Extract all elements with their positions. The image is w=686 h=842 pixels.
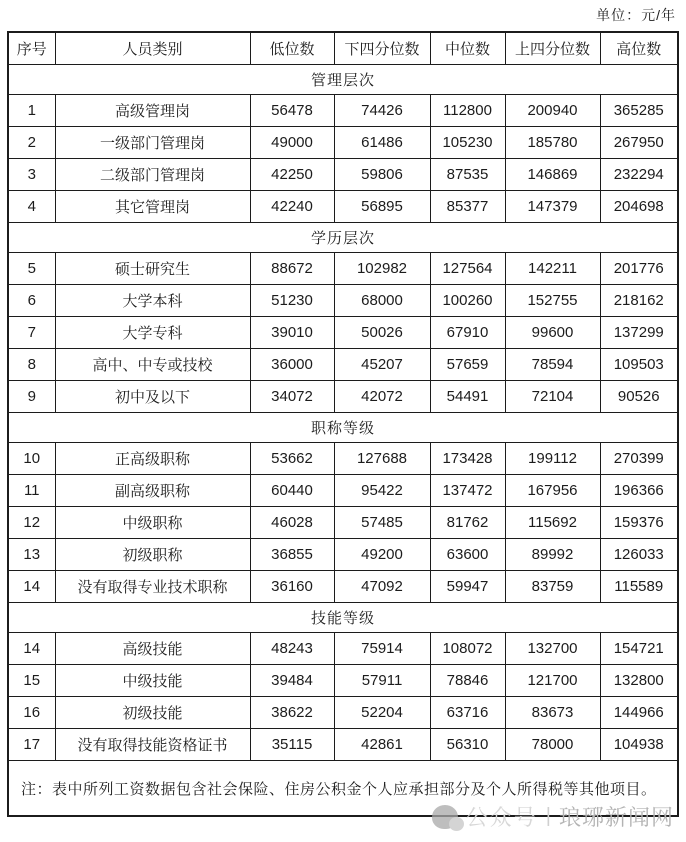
row-value-cell: 115692 bbox=[505, 507, 600, 539]
row-value-cell: 72104 bbox=[505, 381, 600, 413]
row-value-cell: 132700 bbox=[505, 633, 600, 665]
row-category-cell: 高中、中专或技校 bbox=[55, 349, 250, 381]
table-row bbox=[8, 697, 678, 729]
row-category-cell: 其它管理岗 bbox=[55, 191, 250, 223]
row-value-cell: 51230 bbox=[250, 285, 334, 317]
table-row bbox=[8, 191, 678, 223]
row-value-cell: 61486 bbox=[334, 127, 430, 159]
row-value-cell: 36000 bbox=[250, 349, 334, 381]
unit-label: 单位：元/年 bbox=[596, 7, 676, 23]
row-value-cell: 142211 bbox=[505, 253, 600, 285]
row-value-cell: 104938 bbox=[600, 729, 678, 761]
row-value-cell: 267950 bbox=[600, 127, 678, 159]
row-category-cell: 没有取得技能资格证书 bbox=[55, 729, 250, 761]
row-value-cell: 102982 bbox=[334, 253, 430, 285]
row-value-cell: 85377 bbox=[430, 191, 505, 223]
row-value-cell: 147379 bbox=[505, 191, 600, 223]
row-value-cell: 67910 bbox=[430, 317, 505, 349]
row-seq-cell: 5 bbox=[8, 253, 55, 285]
row-category-cell: 初级技能 bbox=[55, 697, 250, 729]
table-row bbox=[8, 253, 678, 285]
table-row bbox=[8, 571, 678, 603]
row-value-cell: 218162 bbox=[600, 285, 678, 317]
row-seq-cell: 16 bbox=[8, 697, 55, 729]
table-row bbox=[8, 507, 678, 539]
row-category-cell: 大学本科 bbox=[55, 285, 250, 317]
table-row bbox=[8, 665, 678, 697]
row-value-cell: 42240 bbox=[250, 191, 334, 223]
row-value-cell: 365285 bbox=[600, 95, 678, 127]
row-value-cell: 59947 bbox=[430, 571, 505, 603]
row-value-cell: 75914 bbox=[334, 633, 430, 665]
watermark-source-name: 琅琊新闻网 bbox=[558, 805, 674, 830]
row-value-cell: 45207 bbox=[334, 349, 430, 381]
row-seq-cell: 8 bbox=[8, 349, 55, 381]
row-value-cell: 39010 bbox=[250, 317, 334, 349]
row-seq-cell: 10 bbox=[8, 443, 55, 475]
row-seq-cell: 15 bbox=[8, 665, 55, 697]
row-category-cell: 初级职称 bbox=[55, 539, 250, 571]
row-value-cell: 159376 bbox=[600, 507, 678, 539]
row-value-cell: 121700 bbox=[505, 665, 600, 697]
row-value-cell: 34072 bbox=[250, 381, 334, 413]
row-value-cell: 88672 bbox=[250, 253, 334, 285]
row-value-cell: 108072 bbox=[430, 633, 505, 665]
row-value-cell: 78594 bbox=[505, 349, 600, 381]
row-value-cell: 126033 bbox=[600, 539, 678, 571]
row-value-cell: 199112 bbox=[505, 443, 600, 475]
row-value-cell: 63600 bbox=[430, 539, 505, 571]
row-value-cell: 54491 bbox=[430, 381, 505, 413]
watermark-separator: | bbox=[545, 805, 551, 827]
row-value-cell: 36855 bbox=[250, 539, 334, 571]
row-value-cell: 57659 bbox=[430, 349, 505, 381]
header-seq: 序号 bbox=[8, 32, 55, 65]
row-value-cell: 137472 bbox=[430, 475, 505, 507]
row-seq-cell: 11 bbox=[8, 475, 55, 507]
row-category-cell: 一级部门管理岗 bbox=[55, 127, 250, 159]
section-title: 管理层次 bbox=[8, 65, 678, 95]
header-lower-quartile: 下四分位数 bbox=[334, 32, 430, 65]
row-value-cell: 144966 bbox=[600, 697, 678, 729]
row-value-cell: 74426 bbox=[334, 95, 430, 127]
row-value-cell: 99600 bbox=[505, 317, 600, 349]
row-category-cell: 高级管理岗 bbox=[55, 95, 250, 127]
row-value-cell: 90526 bbox=[600, 381, 678, 413]
row-category-cell: 大学专科 bbox=[55, 317, 250, 349]
row-value-cell: 95422 bbox=[334, 475, 430, 507]
row-value-cell: 100260 bbox=[430, 285, 505, 317]
row-value-cell: 83759 bbox=[505, 571, 600, 603]
watermark-source-label: 公众号 bbox=[465, 805, 538, 830]
row-value-cell: 270399 bbox=[600, 443, 678, 475]
table-row bbox=[8, 381, 678, 413]
section-title: 技能等级 bbox=[8, 603, 678, 633]
header-upper-quartile: 上四分位数 bbox=[505, 32, 600, 65]
row-seq-cell: 3 bbox=[8, 159, 55, 191]
row-value-cell: 78846 bbox=[430, 665, 505, 697]
row-value-cell: 59806 bbox=[334, 159, 430, 191]
table-row bbox=[8, 539, 678, 571]
row-value-cell: 63716 bbox=[430, 697, 505, 729]
row-value-cell: 48243 bbox=[250, 633, 334, 665]
row-value-cell: 68000 bbox=[334, 285, 430, 317]
row-value-cell: 50026 bbox=[334, 317, 430, 349]
row-category-cell: 高级技能 bbox=[55, 633, 250, 665]
header-median: 中位数 bbox=[430, 32, 505, 65]
row-category-cell: 硕士研究生 bbox=[55, 253, 250, 285]
row-category-cell: 二级部门管理岗 bbox=[55, 159, 250, 191]
row-value-cell: 46028 bbox=[250, 507, 334, 539]
table-row bbox=[8, 475, 678, 507]
row-value-cell: 57485 bbox=[334, 507, 430, 539]
row-category-cell: 正高级职称 bbox=[55, 443, 250, 475]
row-value-cell: 200940 bbox=[505, 95, 600, 127]
row-value-cell: 42861 bbox=[334, 729, 430, 761]
row-value-cell: 52204 bbox=[334, 697, 430, 729]
row-value-cell: 39484 bbox=[250, 665, 334, 697]
row-value-cell: 42250 bbox=[250, 159, 334, 191]
salary-table bbox=[7, 31, 679, 817]
row-category-cell: 初中及以下 bbox=[55, 381, 250, 413]
row-seq-cell: 7 bbox=[8, 317, 55, 349]
section-title: 职称等级 bbox=[8, 413, 678, 443]
section-title: 学历层次 bbox=[8, 223, 678, 253]
row-value-cell: 204698 bbox=[600, 191, 678, 223]
row-category-cell: 副高级职称 bbox=[55, 475, 250, 507]
row-value-cell: 196366 bbox=[600, 475, 678, 507]
header-low: 低位数 bbox=[250, 32, 334, 65]
row-value-cell: 152755 bbox=[505, 285, 600, 317]
row-value-cell: 49200 bbox=[334, 539, 430, 571]
row-value-cell: 137299 bbox=[600, 317, 678, 349]
row-seq-cell: 1 bbox=[8, 95, 55, 127]
row-category-cell: 中级技能 bbox=[55, 665, 250, 697]
table-row bbox=[8, 127, 678, 159]
row-seq-cell: 13 bbox=[8, 539, 55, 571]
row-value-cell: 56478 bbox=[250, 95, 334, 127]
row-seq-cell: 6 bbox=[8, 285, 55, 317]
row-value-cell: 56310 bbox=[430, 729, 505, 761]
row-value-cell: 35115 bbox=[250, 729, 334, 761]
section-row bbox=[8, 65, 678, 95]
row-value-cell: 167956 bbox=[505, 475, 600, 507]
table-row bbox=[8, 729, 678, 761]
row-value-cell: 127564 bbox=[430, 253, 505, 285]
row-value-cell: 87535 bbox=[430, 159, 505, 191]
row-value-cell: 57911 bbox=[334, 665, 430, 697]
row-value-cell: 185780 bbox=[505, 127, 600, 159]
row-value-cell: 83673 bbox=[505, 697, 600, 729]
row-seq-cell: 12 bbox=[8, 507, 55, 539]
row-value-cell: 173428 bbox=[430, 443, 505, 475]
table-row bbox=[8, 317, 678, 349]
row-seq-cell: 14 bbox=[8, 571, 55, 603]
row-value-cell: 232294 bbox=[600, 159, 678, 191]
table-row bbox=[8, 285, 678, 317]
header-category: 人员类别 bbox=[55, 32, 250, 65]
row-seq-cell: 4 bbox=[8, 191, 55, 223]
row-value-cell: 146869 bbox=[505, 159, 600, 191]
table-row bbox=[8, 633, 678, 665]
row-seq-cell: 2 bbox=[8, 127, 55, 159]
header-high: 高位数 bbox=[600, 32, 678, 65]
section-row bbox=[8, 223, 678, 253]
note-row bbox=[8, 761, 678, 817]
row-value-cell: 105230 bbox=[430, 127, 505, 159]
row-value-cell: 115589 bbox=[600, 571, 678, 603]
row-value-cell: 47092 bbox=[334, 571, 430, 603]
row-value-cell: 109503 bbox=[600, 349, 678, 381]
row-category-cell: 中级职称 bbox=[55, 507, 250, 539]
section-row bbox=[8, 603, 678, 633]
table-row bbox=[8, 159, 678, 191]
table-body bbox=[8, 65, 678, 761]
row-value-cell: 78000 bbox=[505, 729, 600, 761]
row-value-cell: 154721 bbox=[600, 633, 678, 665]
row-value-cell: 49000 bbox=[250, 127, 334, 159]
row-value-cell: 56895 bbox=[334, 191, 430, 223]
row-category-cell: 没有取得专业技术职称 bbox=[55, 571, 250, 603]
section-row bbox=[8, 413, 678, 443]
row-value-cell: 81762 bbox=[430, 507, 505, 539]
table-note: 注：表中所列工资数据包含社会保险、住房公积金个人应承担部分及个人所得税等其他项目。 bbox=[8, 761, 678, 817]
row-seq-cell: 9 bbox=[8, 381, 55, 413]
row-value-cell: 201776 bbox=[600, 253, 678, 285]
row-value-cell: 42072 bbox=[334, 381, 430, 413]
table-row bbox=[8, 443, 678, 475]
row-value-cell: 112800 bbox=[430, 95, 505, 127]
row-value-cell: 127688 bbox=[334, 443, 430, 475]
row-value-cell: 60440 bbox=[250, 475, 334, 507]
row-seq-cell: 14 bbox=[8, 633, 55, 665]
row-value-cell: 89992 bbox=[505, 539, 600, 571]
table-row bbox=[8, 95, 678, 127]
row-value-cell: 53662 bbox=[250, 443, 334, 475]
row-seq-cell: 17 bbox=[8, 729, 55, 761]
row-value-cell: 36160 bbox=[250, 571, 334, 603]
table-row bbox=[8, 349, 678, 381]
row-value-cell: 132800 bbox=[600, 665, 678, 697]
header-row bbox=[8, 32, 678, 65]
row-value-cell: 38622 bbox=[250, 697, 334, 729]
